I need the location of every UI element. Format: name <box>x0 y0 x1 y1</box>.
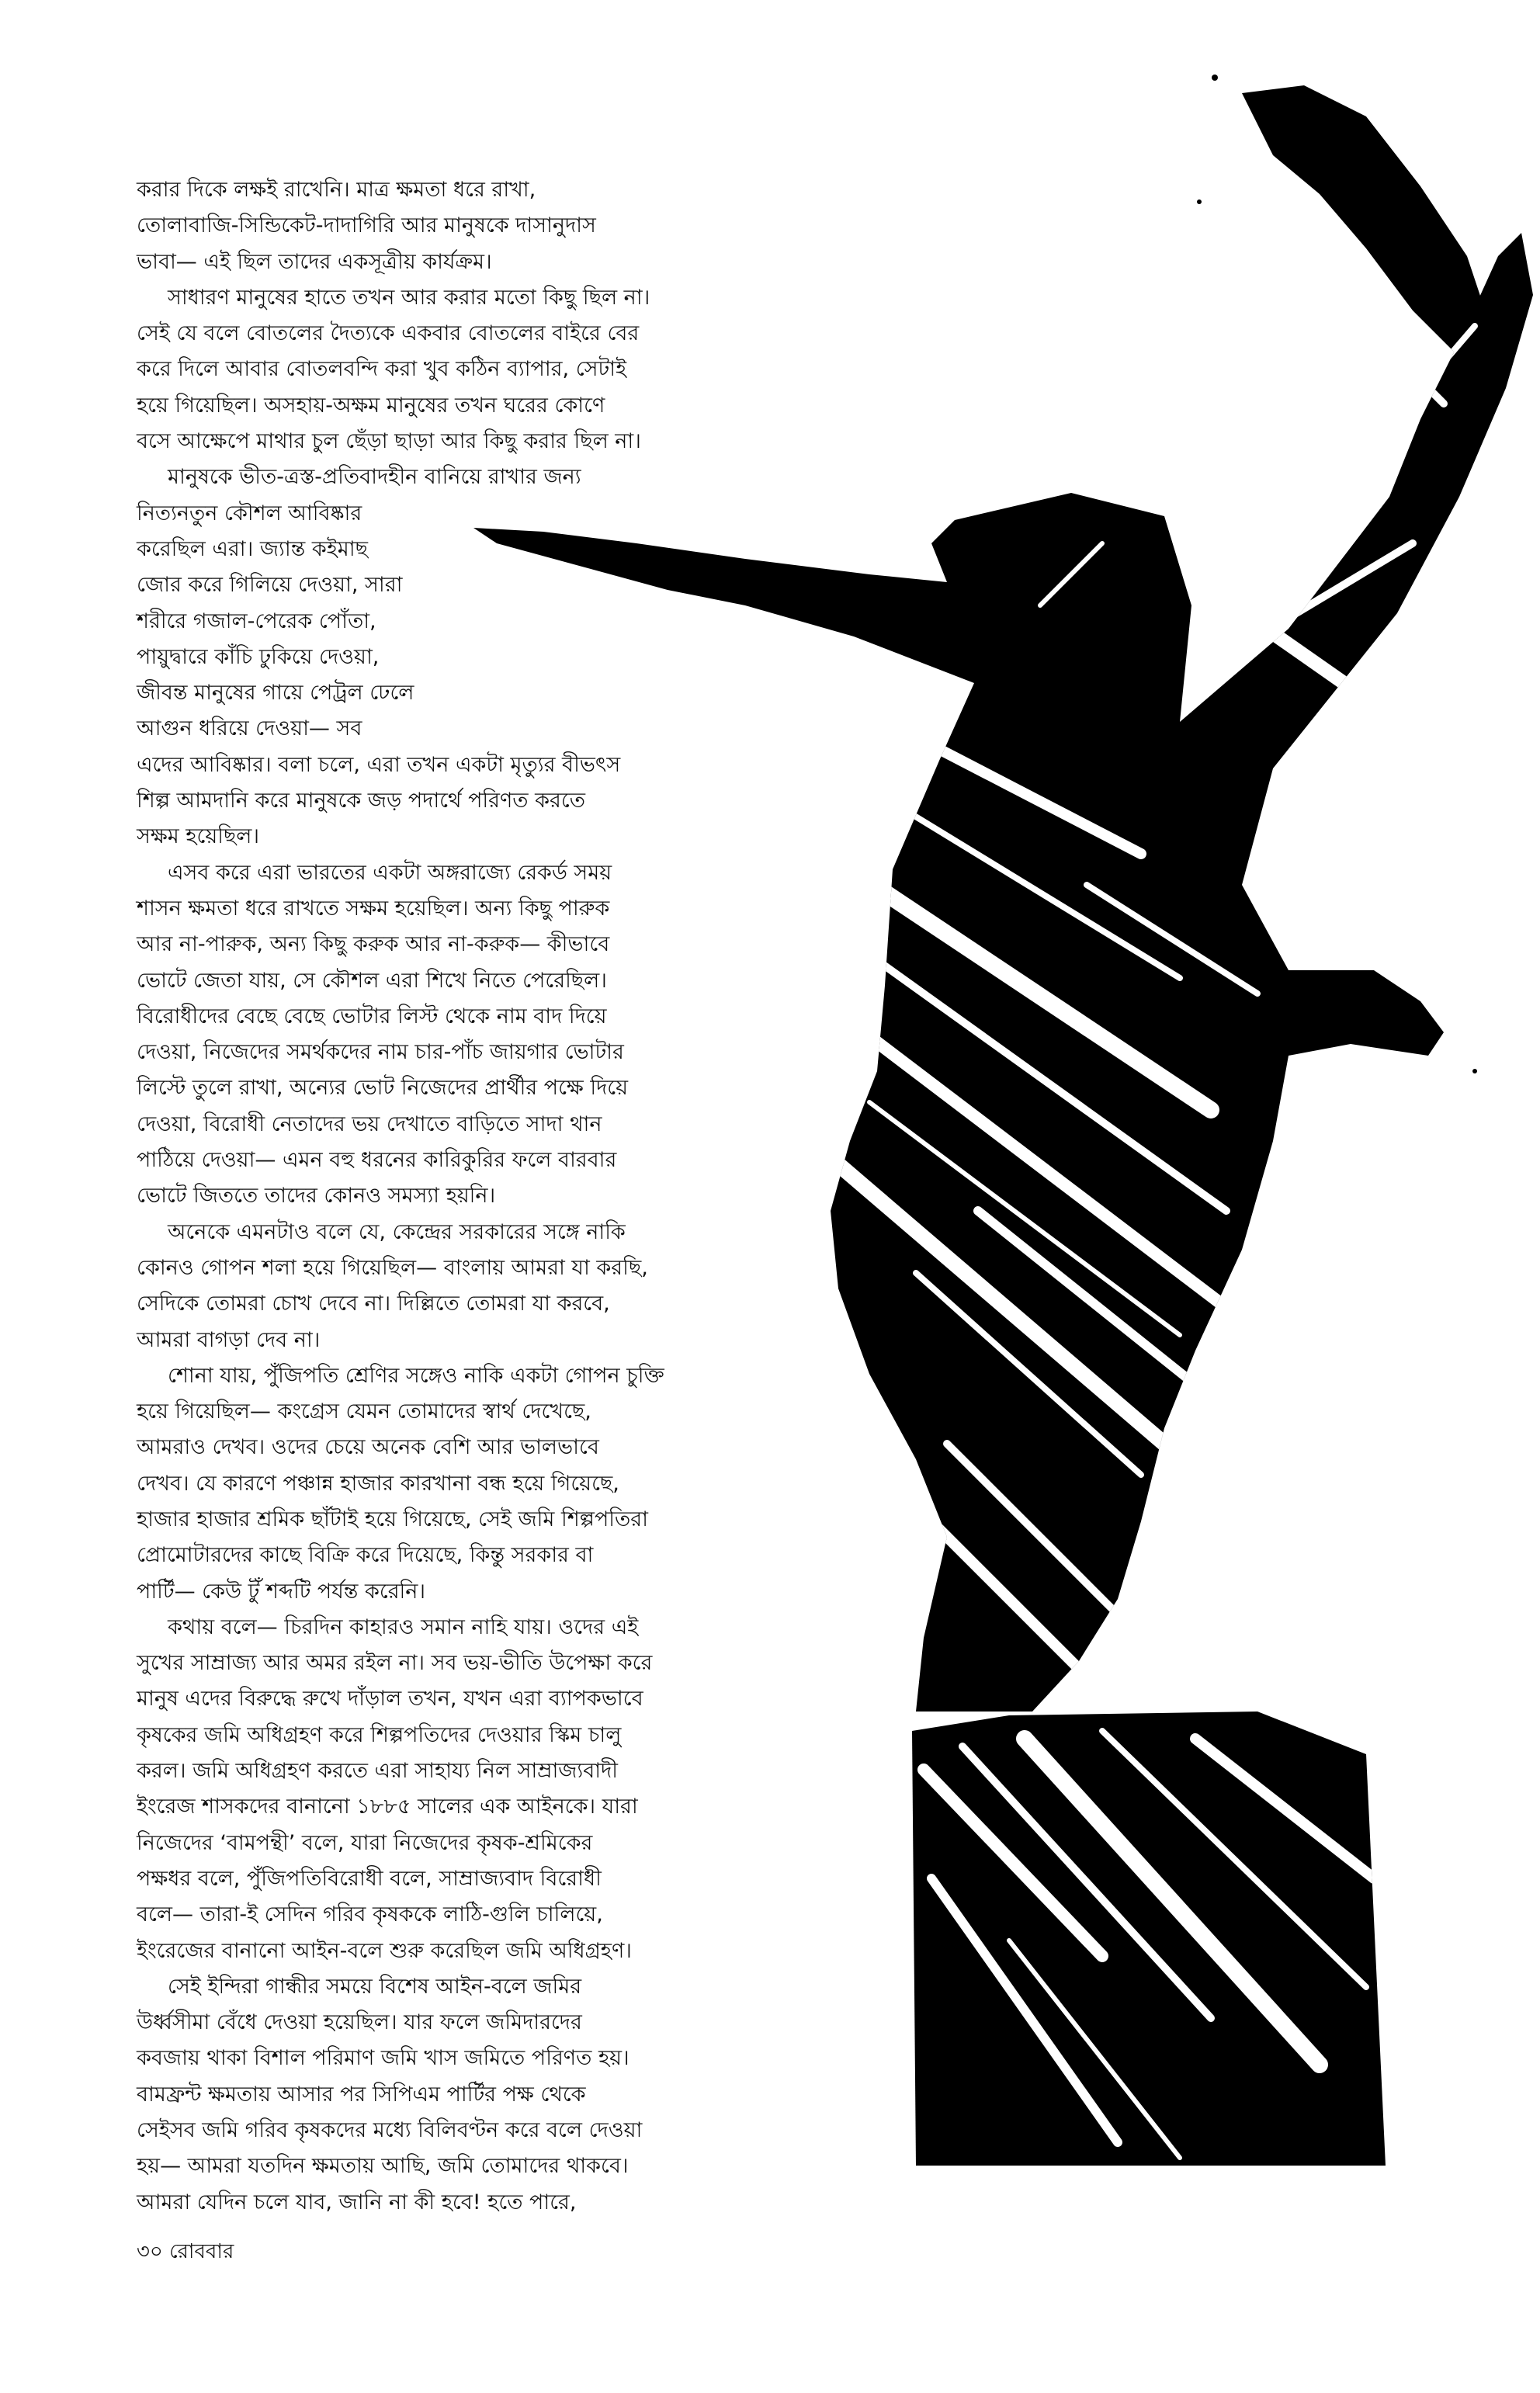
article-line: দেওয়া, বিরোধী নেতাদের ভয় দেখাতে বাড়িতে সাদা থান <box>137 1112 602 1136</box>
article-line: ভোটে জিততে তাদের কোনও সমস্যা হয়নি। <box>137 1184 496 1209</box>
article-line: নিত্যনতুন কৌশল আবিষ্কার <box>137 501 362 525</box>
article-line: আগুন ধরিয়ে দেওয়া— সব <box>137 716 362 741</box>
article-line: হয়— আমরা যতদিন ক্ষমতায় আছি, জমি তোমাদের থাকবে। <box>137 2154 629 2179</box>
article-line: অনেকে এমনটাও বলে যে, কেন্দ্রের সরকারের সঙ্গে নাকি <box>168 1219 626 1244</box>
article-line: সাধারণ মানুষের হাতে তখন আর করার মতো কিছু ছিল না। <box>168 285 650 310</box>
article-line: মানুষকে ভীত-ত্রস্ত-প্রতিবাদহীন বানিয়ে রাখার জন্য <box>168 465 581 490</box>
article-line: হাজার হাজার শ্রমিক ছাঁটাই হয়ে গিয়েছে, সেই জমি শিল্পপতিরা <box>137 1507 648 1531</box>
article-line: তোলাবাজি-সিন্ডিকেট-দাদাগিরি আর মানুষকে দাসানুদাস <box>137 213 596 238</box>
article-line: সুখের সাম্রাজ্য আর অমর রইল না। সব ভয়-ভীতি উপেক্ষা করে <box>137 1651 653 1676</box>
article-line: এসব করে এরা ভারতের একটা অঙ্গরাজ্যে রেকর্ড সময় <box>168 860 612 885</box>
article-line: জীবন্ত মানুষের গায়ে পেট্রল ঢেলে <box>137 681 414 706</box>
article-line: শিল্প আমদানি করে মানুষকে জড় পদার্থে পরিণত করতে <box>137 789 585 813</box>
article-line: নিজেদের ‘বামপন্থী’ বলে, যারা নিজেদের কৃষক-শ্রমিকের <box>137 1830 593 1855</box>
article-line: ভোটে জেতা যায়, সে কৌশল এরা শিখে নিতে পেরেছিল। <box>137 968 607 993</box>
article-line: সক্ষম হয়েছিল। <box>137 824 260 849</box>
article-line: সেই ইন্দিরা গান্ধীর সময়ে বিশেষ আইন-বলে জমির <box>168 1974 582 1999</box>
article-line: পায়ুদ্বারে কাঁচি ঢুকিয়ে দেওয়া, <box>137 644 380 669</box>
article-line: দেওয়া, নিজেদের সমর্থকদের নাম চার-পাঁচ জায়গার ভোটার <box>137 1040 624 1065</box>
article-line: আমরাও দেখব। ওদের চেয়ে অনেক বেশি আর ভালভাবে <box>137 1435 599 1460</box>
article-line: মানুষ এদের বিরুদ্ধে রুখে দাঁড়াল তখন, যখন এরা ব্যাপকভাবে <box>137 1687 643 1712</box>
article-line: আমরা বাগড়া দেব না। <box>137 1327 321 1352</box>
article-line: সেদিকে তোমরা চোখ দেবে না। দিল্লিতে তোমরা যা করবে, <box>137 1292 610 1316</box>
article-line: উর্ধ্বসীমা বেঁধে দেওয়া হয়েছিল। যার ফলে জমিদারদের <box>137 2010 582 2035</box>
article-line: শাসন ক্ষমতা ধরে রাখতে সক্ষম হয়েছিল। অন্য কিছু পারুক <box>137 896 610 921</box>
article-line: সেই যে বলে বোতলের দৈত্যকে একবার বোতলের বাইরে বের <box>137 321 640 346</box>
article-line: হয়ে গিয়েছিল। অসহায়-অক্ষম মানুষের তখন ঘরের কোণে <box>137 393 605 418</box>
article-line: আমরা যেদিন চলে যাব, জানি না কী হবে! হতে পারে, <box>137 2190 577 2214</box>
article-line: পার্টি— কেউ টুঁ শব্দটি পর্যন্ত করেনি। <box>137 1579 426 1604</box>
article-line: প্রোমোটারদের কাছে বিক্রি করে দিয়েছে, কিন্তু সরকার বা <box>137 1543 594 1568</box>
article-line: পক্ষধর বলে, পুঁজিপতিবিরোধী বলে, সাম্রাজ্যবাদ বিরোধী <box>137 1866 602 1891</box>
article-line: ইংরেজ শাসকদের বানানো ১৮৮৫ সালের এক আইনকে। যারা <box>137 1795 638 1819</box>
article-line: শোনা যায়, পুঁজিপতি শ্রেণির সঙ্গেও নাকি একটা গোপন চুক্তি <box>168 1363 664 1388</box>
article-line: করে দিলে আবার বোতলবন্দি করা খুব কঠিন ব্যাপার, সেটাই <box>137 357 627 382</box>
article-line: বলে— তারা-ই সেদিন গরিব কৃষককে লাঠি-গুলি চালিয়ে, <box>137 1902 603 1927</box>
article-line: দেখব। যে কারণে পঞ্চান্ন হাজার কারখানা বন্ধ হয়ে গিয়েছে, <box>137 1471 619 1496</box>
article-line: কবজায় থাকা বিশাল পরিমাণ জমি খাস জমিতে পরিণত হয়। <box>137 2046 630 2071</box>
article-line: কথায় বলে— চিরদিন কাহারও সমান নাহি যায়। ওদের এই <box>168 1614 639 1639</box>
article-line: ভাবা— এই ছিল তাদের একসূত্রীয় কার্যক্রম। <box>137 249 492 274</box>
article-line: হয়ে গিয়েছিল— কংগ্রেস যেমন তোমাদের স্বার্থ দেখেছে, <box>137 1399 591 1424</box>
article-line: সেইসব জমি গরিব কৃষকদের মধ্যে বিলিবণ্টন করে বলে দেওয়া <box>137 2118 643 2143</box>
article-line: কোনও গোপন শলা হয়ে গিয়েছিল— বাংলায় আমরা যা করছি, <box>137 1255 648 1280</box>
article-line: বিরোধীদের বেছে বেছে ভোটার লিস্ট থেকে নাম বাদ দিয়ে <box>137 1004 607 1028</box>
article-body <box>137 172 913 2221</box>
article-line: শরীরে গজাল-পেরেক পোঁতা, <box>137 609 376 633</box>
article-line: করেছিল এরা। জ্যান্ত কইমাছ <box>137 536 368 561</box>
article-line: এদের আবিষ্কার। বলা চলে, এরা তখন একটা মৃত্যুর বীভৎস <box>137 752 621 777</box>
article-line: পাঠিয়ে দেওয়া— এমন বহু ধরনের কারিকুরির ফলে বারবার <box>137 1148 617 1173</box>
article-line: লিস্টে তুলে রাখা, অন্যের ভোট নিজেদের প্রার্থীর পক্ষে দিয়ে <box>137 1076 629 1101</box>
article-line: করার দিকে লক্ষই রাখেনি। মাত্র ক্ষমতা ধরে রাখা, <box>137 178 536 202</box>
article-line: বামফ্রন্ট ক্ষমতায় আসার পর সিপিএম পার্টির পক্ষ থেকে <box>137 2082 586 2107</box>
article-line: আর না-পারুক, অন্য কিছু করুক আর না-করুক— কীভাবে <box>137 932 610 957</box>
article-line: বসে আক্ষেপে মাথার চুল ছেঁড়া ছাড়া আর কিছু করার ছিল না। <box>137 429 641 454</box>
article-line: ইংরেজের বানানো আইন-বলে শুরু করেছিল জমি অধিগ্রহণ। <box>137 1938 632 1963</box>
article-line: করল। জমি অধিগ্রহণ করতে এরা সাহায্য নিল সাম্রাজ্যবাদী <box>137 1759 619 1784</box>
page-footer-label: ৩০ রোববার <box>137 2240 234 2263</box>
article-line: জোর করে গিলিয়ে দেওয়া, সারা <box>137 573 403 598</box>
article-line: কৃষকের জমি অধিগ্রহণ করে শিল্পপতিদের দেওয়ার স্কিম চালু <box>137 1722 622 1747</box>
